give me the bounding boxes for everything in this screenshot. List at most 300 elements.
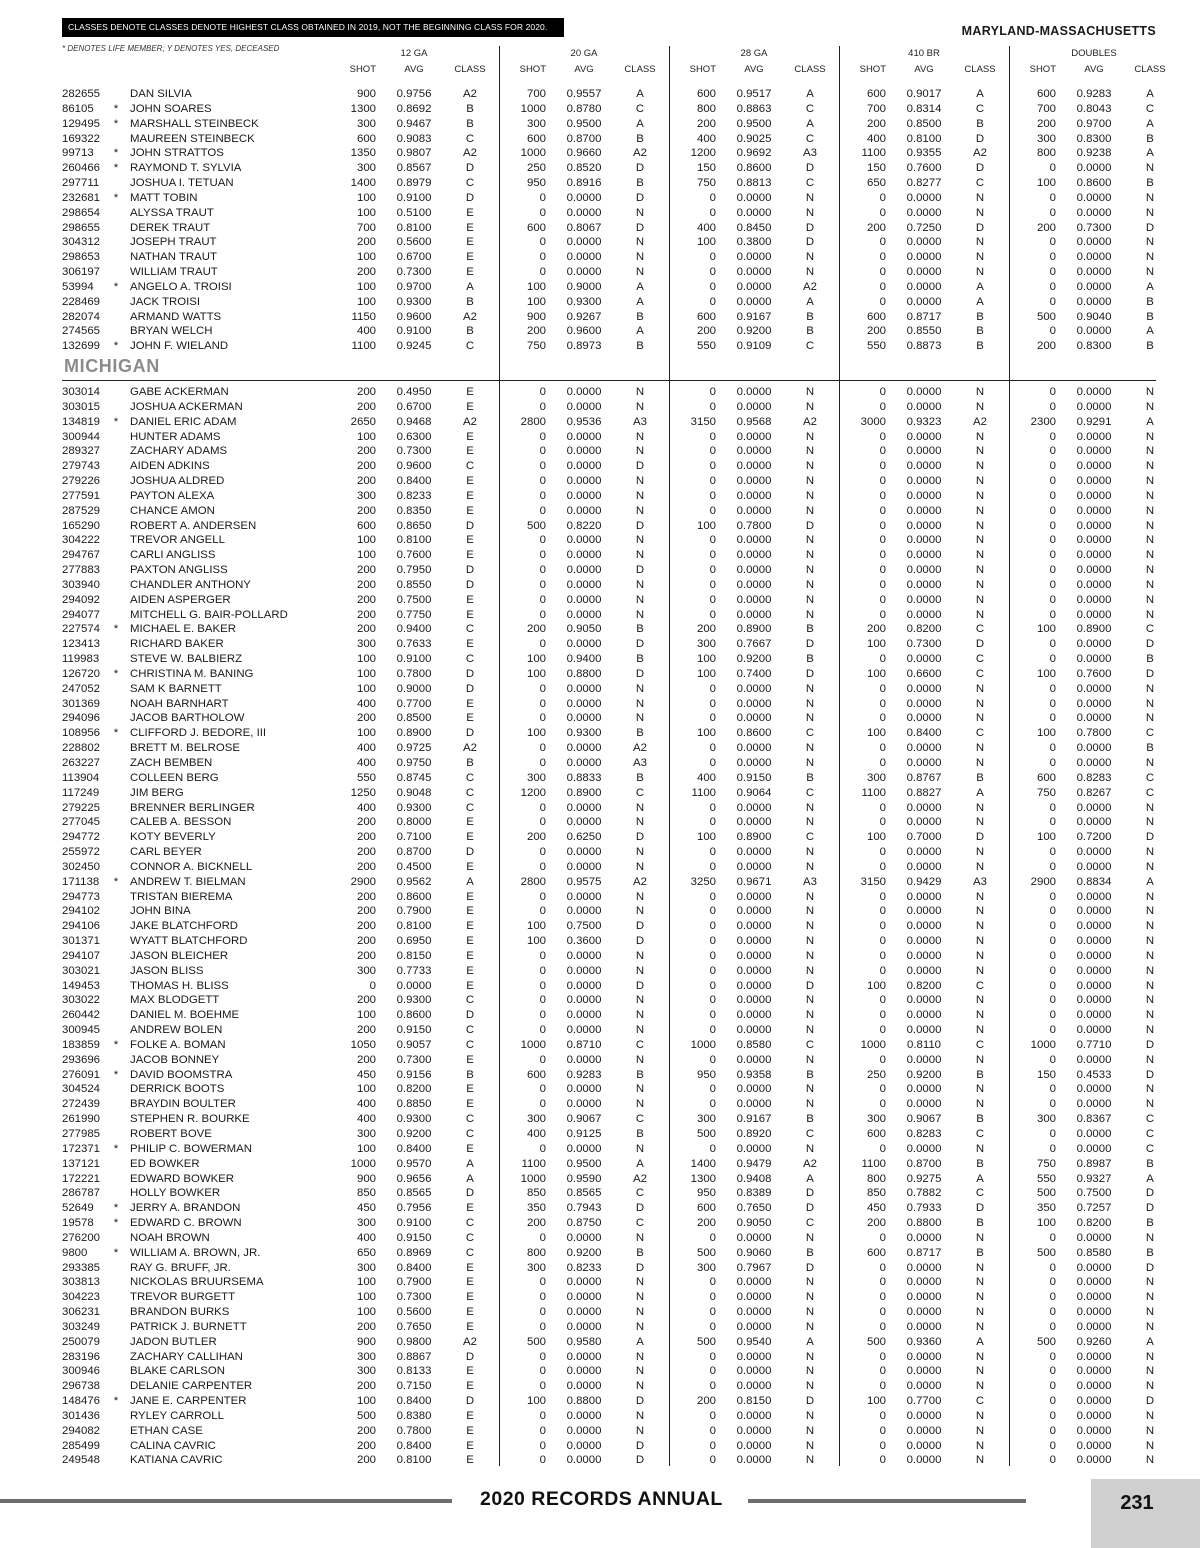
shot-value: 0 xyxy=(709,920,716,933)
shot-value: 0 xyxy=(879,1320,886,1333)
class-value: E xyxy=(466,593,474,606)
member-id: 294767 xyxy=(62,549,101,562)
shot-value: 300 xyxy=(526,117,546,130)
avg-value: 0.0000 xyxy=(1076,578,1112,591)
class-value: C xyxy=(465,1113,475,1126)
shot-value: 500 xyxy=(356,1409,376,1422)
class-value: N xyxy=(1145,860,1155,873)
class-value: C xyxy=(465,1217,475,1230)
class-value: N xyxy=(1145,1083,1155,1096)
avg-value: 0.0000 xyxy=(1076,430,1112,443)
shot-value: 0 xyxy=(539,578,546,591)
shot-value: 0 xyxy=(539,1291,546,1304)
table-row xyxy=(0,533,1200,548)
avg-value: 0.0000 xyxy=(1076,905,1112,918)
avg-value: 0.9100 xyxy=(396,1217,432,1230)
class-value: A xyxy=(636,1157,644,1170)
table-row xyxy=(0,1394,1200,1409)
life-member-mark: * xyxy=(113,162,119,175)
shot-value: 0 xyxy=(709,1439,716,1452)
shot-value: 0 xyxy=(709,489,716,502)
shot-value: 0 xyxy=(879,593,886,606)
shot-value: 0 xyxy=(539,697,546,710)
shot-value: 750 xyxy=(1036,1157,1056,1170)
table-row xyxy=(0,949,1200,964)
avg-value: 0.9238 xyxy=(1076,147,1112,160)
avg-value: 0.9000 xyxy=(566,280,602,293)
avg-value: 0.0000 xyxy=(566,191,602,204)
avg-value: 0.0000 xyxy=(1076,1395,1112,1408)
class-value: B xyxy=(636,132,644,145)
shot-value: 200 xyxy=(696,1217,716,1230)
shot-value: 100 xyxy=(1036,727,1056,740)
avg-value: 0.8692 xyxy=(396,102,432,115)
class-value: N xyxy=(975,846,985,859)
table-row xyxy=(0,1008,1200,1023)
member-name: EDWARD BOWKER xyxy=(130,1172,234,1185)
shot-value: 0 xyxy=(539,1142,546,1155)
shot-value: 0 xyxy=(879,1009,886,1022)
class-value: C xyxy=(465,460,475,473)
avg-value: 0.9017 xyxy=(906,88,942,100)
shot-value: 200 xyxy=(696,325,716,338)
shot-value: 0 xyxy=(1049,712,1056,725)
member-id: 99713 xyxy=(62,147,94,160)
avg-value: 0.7800 xyxy=(396,1424,432,1437)
shot-value: 1000 xyxy=(1030,1038,1056,1051)
shot-value: 600 xyxy=(696,310,716,323)
avg-value: 0.0000 xyxy=(906,460,942,473)
shot-value: 300 xyxy=(526,771,546,784)
member-id: 129495 xyxy=(62,117,101,130)
class-value: A xyxy=(806,88,814,100)
shot-value: 0 xyxy=(879,191,886,204)
shot-value: 100 xyxy=(356,191,376,204)
member-name: AIDEN ADKINS xyxy=(130,460,210,473)
life-member-mark: * xyxy=(113,1246,119,1259)
member-id: 303813 xyxy=(62,1276,101,1289)
shot-value: 0 xyxy=(709,266,716,279)
class-value: A2 xyxy=(463,310,477,323)
shot-value: 0 xyxy=(1049,534,1056,547)
member-name: CONNOR A. BICKNELL xyxy=(130,860,253,873)
class-value: N xyxy=(1145,979,1155,992)
avg-value: 0.0000 xyxy=(736,578,772,591)
class-value: E xyxy=(466,475,474,488)
class-value: B xyxy=(1146,310,1154,323)
shot-value: 600 xyxy=(356,519,376,532)
avg-value: 0.9300 xyxy=(396,801,432,814)
class-value: E xyxy=(466,445,474,458)
member-name: JOSEPH TRAUT xyxy=(130,236,217,249)
avg-header: AVG xyxy=(574,64,594,75)
member-name: JOHN BINA xyxy=(130,905,191,918)
avg-value: 0.9100 xyxy=(396,191,432,204)
avg-value: 0.0000 xyxy=(566,1409,602,1422)
shot-value: 600 xyxy=(1036,771,1056,784)
avg-value: 0.9167 xyxy=(736,310,772,323)
shot-value: 200 xyxy=(356,1053,376,1066)
shot-value: 0 xyxy=(1049,162,1056,175)
shot-value: 150 xyxy=(696,162,716,175)
class-value: A xyxy=(636,325,644,338)
shot-value: 0 xyxy=(879,266,886,279)
class-value: E xyxy=(466,430,474,443)
class-value: C xyxy=(805,1128,815,1140)
avg-value: 0.0000 xyxy=(1076,638,1112,651)
shot-value: 0 xyxy=(709,1291,716,1304)
avg-value: 0.8834 xyxy=(1076,875,1112,888)
shot-value: 0 xyxy=(539,191,546,204)
shot-value: 500 xyxy=(1036,310,1056,323)
avg-value: 0.0000 xyxy=(906,1098,942,1111)
shot-value: 1300 xyxy=(690,1172,716,1185)
shot-value: 400 xyxy=(356,742,376,755)
avg-value: 0.0000 xyxy=(1076,1350,1112,1363)
avg-value: 0.8277 xyxy=(906,177,942,190)
avg-value: 0.9656 xyxy=(396,1172,432,1185)
avg-value: 0.0000 xyxy=(566,266,602,279)
avg-header: AVG xyxy=(744,64,764,75)
class-value: A xyxy=(466,1157,474,1170)
avg-value: 0.8710 xyxy=(566,1038,602,1051)
avg-value: 0.6300 xyxy=(396,430,432,443)
avg-value: 0.0000 xyxy=(1076,1098,1112,1111)
shot-value: 0 xyxy=(709,460,716,473)
shot-value: 550 xyxy=(696,340,716,353)
class-value: N xyxy=(635,251,645,264)
avg-value: 0.8900 xyxy=(566,786,602,799)
class-value: N xyxy=(635,430,645,443)
state-title: MARYLAND-MASSACHUSETTS xyxy=(961,24,1156,38)
avg-value: 0.9300 xyxy=(566,295,602,308)
class-value: D xyxy=(465,682,475,695)
avg-value: 0.0000 xyxy=(736,1053,772,1066)
avg-value: 0.0000 xyxy=(566,979,602,992)
class-value: B xyxy=(636,1068,644,1081)
avg-value: 0.7700 xyxy=(396,697,432,710)
class-value: N xyxy=(975,251,985,264)
shot-value: 200 xyxy=(356,460,376,473)
avg-value: 0.0000 xyxy=(566,905,602,918)
avg-value: 0.9800 xyxy=(396,1335,432,1348)
member-id: 304312 xyxy=(62,236,101,249)
class-value: A xyxy=(806,1335,814,1348)
avg-value: 0.9536 xyxy=(566,415,602,428)
class-value: N xyxy=(975,400,985,413)
shot-value: 850 xyxy=(356,1187,376,1200)
avg-value: 0.8100 xyxy=(396,221,432,234)
member-name: STEVE W. BALBIERZ xyxy=(130,653,243,666)
avg-value: 0.0000 xyxy=(906,697,942,710)
class-value: C xyxy=(1145,1113,1155,1126)
shot-value: 0 xyxy=(709,1083,716,1096)
member-name: FOLKE A. BOMAN xyxy=(130,1038,226,1051)
table-row xyxy=(0,339,1200,354)
avg-value: 0.9725 xyxy=(396,742,432,755)
shot-value: 200 xyxy=(356,846,376,859)
class-value: A xyxy=(636,117,644,130)
avg-value: 0.7900 xyxy=(396,905,432,918)
shot-value: 0 xyxy=(709,1380,716,1393)
avg-value: 0.8800 xyxy=(566,1395,602,1408)
footer-rule-right xyxy=(748,1499,1026,1503)
shot-value: 200 xyxy=(356,1454,376,1467)
shot-value: 0 xyxy=(539,1454,546,1467)
table-row xyxy=(0,146,1200,161)
avg-value: 0.8767 xyxy=(906,771,942,784)
shot-value: 0 xyxy=(709,578,716,591)
member-id: 294082 xyxy=(62,1424,101,1437)
avg-value: 0.7733 xyxy=(396,964,432,977)
class-value: N xyxy=(1145,504,1155,517)
class-value: D xyxy=(1145,1395,1155,1408)
avg-value: 0.0000 xyxy=(906,504,942,517)
avg-value: 0.9067 xyxy=(566,1113,602,1126)
shot-value: 0 xyxy=(1049,935,1056,948)
shot-value: 0 xyxy=(709,979,716,992)
avg-value: 0.0000 xyxy=(906,578,942,591)
shot-value: 0 xyxy=(1049,608,1056,621)
class-value: A2 xyxy=(633,875,647,888)
class-value: D xyxy=(465,1395,475,1408)
class-value: A xyxy=(466,875,474,888)
shot-value: 0 xyxy=(1049,1395,1056,1408)
shot-value: 1100 xyxy=(861,786,886,799)
shot-value: 200 xyxy=(356,920,376,933)
class-value: D xyxy=(635,935,645,948)
class-value: N xyxy=(635,860,645,873)
avg-value: 0.8780 xyxy=(566,102,602,115)
shot-value: 0 xyxy=(1049,504,1056,517)
member-name: ROBERT BOVE xyxy=(130,1128,212,1140)
shot-value: 0 xyxy=(879,949,886,962)
shot-value: 0 xyxy=(1049,191,1056,204)
footer-title: 2020 RECORDS ANNUAL xyxy=(480,1488,723,1510)
class-value: B xyxy=(976,1068,984,1081)
shot-value: 100 xyxy=(356,1395,376,1408)
class-value: N xyxy=(805,846,815,859)
member-name: JASON BLISS xyxy=(130,964,204,977)
avg-value: 0.0000 xyxy=(736,489,772,502)
avg-header: AVG xyxy=(914,64,934,75)
shot-value: 0 xyxy=(1049,519,1056,532)
shot-value: 600 xyxy=(866,88,886,100)
avg-value: 0.8400 xyxy=(396,475,432,488)
avg-value: 0.0000 xyxy=(736,266,772,279)
avg-value: 0.7650 xyxy=(396,1320,432,1333)
table-row xyxy=(0,489,1200,504)
avg-value: 0.7882 xyxy=(906,1187,942,1200)
avg-value: 0.0000 xyxy=(1076,1009,1112,1022)
class-value: D xyxy=(635,519,645,532)
class-value: B xyxy=(976,117,984,130)
shot-value: 950 xyxy=(526,177,546,190)
class-value: N xyxy=(975,757,985,769)
class-value: N xyxy=(805,1454,815,1467)
class-value: E xyxy=(466,949,474,962)
class-value: E xyxy=(466,816,474,829)
member-id: 119983 xyxy=(62,653,100,666)
footer-rule-left xyxy=(0,1499,452,1503)
class-value: N xyxy=(635,386,645,398)
class-value: A xyxy=(636,280,644,293)
class-value: N xyxy=(1145,1291,1155,1304)
class-value: B xyxy=(976,1217,984,1230)
class-value: A3 xyxy=(803,875,817,888)
shot-value: 0 xyxy=(1049,251,1056,264)
avg-value: 0.9590 xyxy=(566,1172,602,1185)
avg-value: 0.0000 xyxy=(566,1380,602,1393)
class-value: N xyxy=(1145,445,1155,458)
class-value: B xyxy=(636,771,644,784)
table-row xyxy=(0,964,1200,979)
section-title-michigan: MICHIGAN xyxy=(64,356,160,376)
shot-value: 500 xyxy=(696,1246,716,1259)
class-value: C xyxy=(465,1231,475,1244)
avg-value: 0.0000 xyxy=(736,1009,772,1022)
class-value: C xyxy=(975,1187,985,1200)
life-member-mark: * xyxy=(113,1202,119,1215)
class-value: A xyxy=(806,1172,814,1185)
avg-value: 0.8367 xyxy=(1076,1113,1112,1126)
class-value: D xyxy=(465,162,475,175)
shot-value: 0 xyxy=(879,697,886,710)
class-value: A xyxy=(636,295,644,308)
class-value: N xyxy=(635,1320,645,1333)
shot-value: 0 xyxy=(1049,1424,1056,1437)
avg-value: 0.0000 xyxy=(906,1024,942,1037)
shot-value: 0 xyxy=(709,295,716,308)
shot-value: 3150 xyxy=(690,415,716,428)
class-value: N xyxy=(1145,162,1155,175)
class-value: N xyxy=(1145,1350,1155,1363)
class-value: N xyxy=(975,1276,985,1289)
avg-value: 0.0000 xyxy=(566,1024,602,1037)
avg-value: 0.8600 xyxy=(736,727,772,740)
avg-value: 0.0000 xyxy=(736,994,772,1007)
shot-value: 100 xyxy=(1036,831,1056,844)
shot-value: 850 xyxy=(526,1187,546,1200)
class-value: A xyxy=(1146,325,1154,338)
shot-value: 200 xyxy=(866,325,886,338)
member-name: CLIFFORD J. BEDORE, III xyxy=(130,727,267,740)
class-value: B xyxy=(636,623,644,636)
shot-value: 200 xyxy=(356,712,376,725)
shot-value: 0 xyxy=(709,949,716,962)
avg-value: 0.0000 xyxy=(1076,162,1112,175)
shot-value: 0 xyxy=(879,801,886,814)
class-value: N xyxy=(805,206,815,219)
avg-value: 0.8873 xyxy=(906,340,942,353)
shot-value: 100 xyxy=(356,549,376,562)
class-value: N xyxy=(635,697,645,710)
class-value: E xyxy=(466,1439,474,1452)
avg-value: 0.0000 xyxy=(906,1365,942,1378)
member-name: BRAYDIN BOULTER xyxy=(130,1098,236,1111)
avg-value: 0.8500 xyxy=(906,117,942,130)
avg-value: 0.0000 xyxy=(1076,816,1112,829)
avg-value: 0.8850 xyxy=(396,1098,432,1111)
shot-value: 0 xyxy=(369,979,376,992)
shot-value: 0 xyxy=(1049,920,1056,933)
avg-value: 0.8150 xyxy=(396,949,432,962)
class-value: E xyxy=(466,935,474,948)
class-value: B xyxy=(976,340,984,353)
avg-value: 0.0000 xyxy=(566,1291,602,1304)
shot-value: 450 xyxy=(356,1068,376,1081)
class-value: D xyxy=(805,1202,815,1215)
member-name: ETHAN CASE xyxy=(130,1424,203,1437)
class-value: D xyxy=(805,221,815,234)
shot-value: 300 xyxy=(356,117,376,130)
shot-value: 2800 xyxy=(520,875,546,888)
class-value: N xyxy=(805,191,815,204)
shot-value: 0 xyxy=(879,206,886,219)
avg-value: 0.0000 xyxy=(736,712,772,725)
class-value: B xyxy=(976,1113,984,1126)
member-id: 126720 xyxy=(62,667,101,680)
avg-value: 0.8550 xyxy=(906,325,942,338)
avg-value: 0.8000 xyxy=(396,816,432,829)
shot-value: 0 xyxy=(709,697,716,710)
class-value: B xyxy=(636,310,644,323)
member-id: 287529 xyxy=(62,504,101,517)
member-id: 277045 xyxy=(62,816,101,829)
class-value: A2 xyxy=(803,415,817,428)
class-value: N xyxy=(805,1009,815,1022)
shot-value: 0 xyxy=(709,549,716,562)
avg-value: 0.0000 xyxy=(906,386,942,398)
member-name: ZACH BEMBEN xyxy=(130,757,213,769)
avg-value: 0.0000 xyxy=(736,504,772,517)
avg-value: 0.6700 xyxy=(396,251,432,264)
member-name: CALINA CAVRIC xyxy=(130,1439,216,1452)
shot-value: 0 xyxy=(539,564,546,577)
avg-value: 0.8650 xyxy=(396,519,432,532)
avg-value: 0.8900 xyxy=(396,727,432,740)
class-value: N xyxy=(975,935,985,948)
class-value: N xyxy=(635,266,645,279)
member-id: 276200 xyxy=(62,1231,101,1244)
member-id: 272439 xyxy=(62,1098,101,1111)
avg-value: 0.0000 xyxy=(736,460,772,473)
shot-value: 0 xyxy=(709,1024,716,1037)
member-name: PAYTON ALEXA xyxy=(130,489,215,502)
member-id: 149453 xyxy=(62,979,101,992)
shot-value: 1000 xyxy=(520,1172,546,1185)
avg-value: 0.0000 xyxy=(736,979,772,992)
avg-value: 0.0000 xyxy=(736,251,772,264)
avg-value: 0.0000 xyxy=(736,905,772,918)
class-value: C xyxy=(1145,1128,1155,1140)
class-value: N xyxy=(1145,697,1155,710)
shot-value: 2800 xyxy=(520,415,546,428)
member-id: 293696 xyxy=(62,1053,101,1066)
shot-value: 500 xyxy=(696,1335,716,1348)
avg-value: 0.0000 xyxy=(906,653,942,666)
class-value: E xyxy=(466,1142,474,1155)
shot-value: 0 xyxy=(709,964,716,977)
avg-value: 0.9408 xyxy=(736,1172,772,1185)
avg-value: 0.0000 xyxy=(906,964,942,977)
member-name: JAKE BLATCHFORD xyxy=(130,920,239,933)
class-value: A xyxy=(636,1335,644,1348)
class-value: N xyxy=(635,801,645,814)
table-row xyxy=(0,934,1200,949)
shot-value: 0 xyxy=(709,1142,716,1155)
shot-value: 900 xyxy=(356,1172,376,1185)
